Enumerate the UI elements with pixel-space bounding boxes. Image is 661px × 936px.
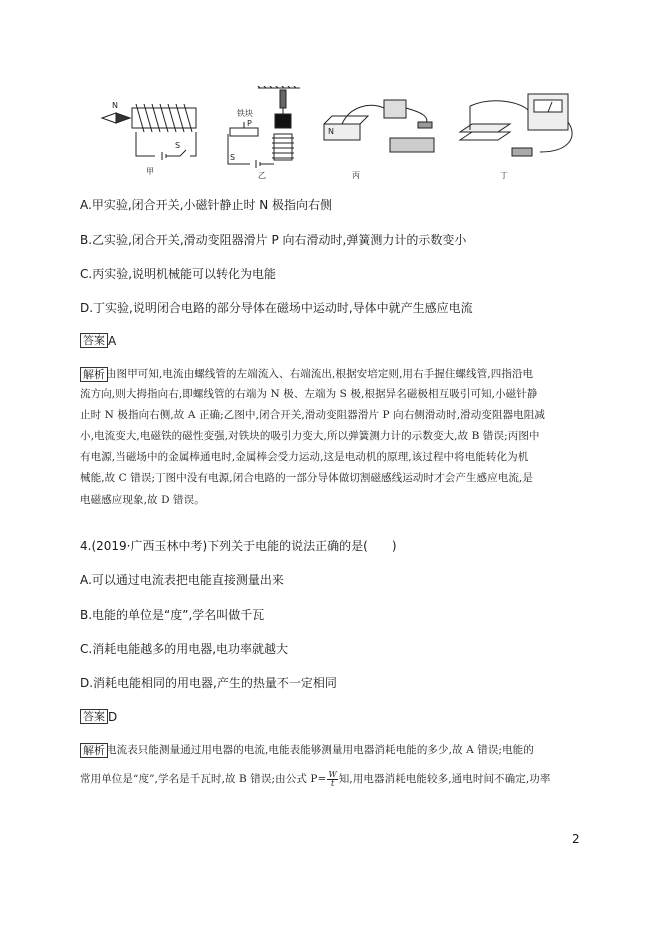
q3-analysis-line-3: 止时 N 极指向右侧,故 A 正确;乙图中,闭合开关,滑动变阻器滑片 P 向右侧滑动时,滑动变阻器电阻减 [80, 409, 545, 421]
q3-option-d: D.丁实验,说明闭合电路的部分导体在磁场中运动时,导体中就产生感应电流 [80, 301, 473, 315]
q4-analysis-tag: 解析 [80, 743, 108, 758]
iron-block [275, 114, 291, 128]
q4-option-c: C.消耗电能越多的用电器,电功率就越大 [80, 642, 289, 656]
circuit-jia [136, 132, 196, 160]
figure-ding [460, 94, 572, 156]
q4-answer-tag: 答案 [80, 709, 108, 724]
switch-ding [512, 148, 532, 156]
q3-analysis-line-2: 流方向,则大拇指向右,即螺线管的右端为 N 极、左端为 S 极,根据异名磁极相互吸引可知,小磁针静 [80, 388, 538, 400]
q3-analysis-line-6: 械能,故 C 错误;丁图中没有电源,闭合电路的一部分导体做切割磁感线运动时才会产生感应电流,是 [80, 472, 533, 484]
figure-yi [228, 86, 300, 168]
q4-stem: 4.(2019·广西玉林中考)下列关于电能的说法正确的是( ) [80, 539, 397, 553]
q4-option-d: D.消耗电能相同的用电器,产生的热量不一定相同 [80, 676, 337, 690]
q3-analysis-line-4: 小,电流变大,电磁铁的磁性变强,对铁块的吸引力变大,所以弹簧测力计的示数变大,故 B 错误;丙图中 [80, 430, 540, 442]
label-iron-block: 铁块 [237, 109, 253, 118]
q3-option-a: A.甲实验,闭合开关,小磁针静止时 N 极指向右侧 [80, 198, 333, 212]
fraction-numerator: W [328, 770, 337, 779]
label-s-jia: S [175, 141, 181, 150]
q4-option-b: B.电能的单位是“度”,学名叫做千瓦 [80, 608, 265, 622]
compass-needle-left [102, 113, 116, 123]
label-bing: 丙 [352, 171, 360, 180]
compass-needle-right [116, 113, 130, 123]
figure-jia [102, 104, 196, 160]
q3-analysis-line-1: 由图甲可知,电流由螺线管的左端流入、右端流出,根据安培定则,用右手握住螺线管,四指沿电 [106, 368, 534, 380]
q3-option-b: B.乙实验,闭合开关,滑动变阻器滑片 P 向右滑动时,弹簧测力计的示数变小 [80, 233, 467, 247]
formula-fraction [327, 771, 337, 788]
q3-answer-value: A [108, 334, 117, 348]
q4-analysis-line-2-pre: 常用单位是“度”,学名是千瓦时,故 B 错误;由公式 P= [80, 773, 327, 785]
q4-analysis-line-1: 电流表只能测量通过用电器的电流,电能表能够测量用电器消耗电能的多少,故 A 错误;电能的 [106, 744, 534, 756]
q3-analysis-tag: 解析 [80, 367, 108, 382]
q4-option-a: A.可以通过电流表把电能直接测量出来 [80, 573, 284, 587]
q3-answer-tag: 答案 [80, 333, 108, 348]
magnet-ding [460, 124, 510, 132]
experiment-figures [100, 86, 580, 182]
rails-ding [460, 132, 510, 140]
label-ding: 丁 [500, 171, 508, 180]
q4-analysis-line-2 [80, 771, 551, 788]
label-jia: 甲 [146, 167, 154, 176]
label-n-bing: N [328, 127, 334, 136]
spring-scale [280, 90, 286, 108]
label-yi: 乙 [258, 171, 266, 180]
rheostat [230, 128, 258, 136]
q3-analysis-line-5: 有电源,当磁场中的金属棒通电时,金属棒会受力运动,这是电动机的原理,该过程中将电能转化为机 [80, 451, 529, 463]
fraction-denominator: t [330, 779, 335, 788]
page-number: 2 [572, 832, 580, 846]
circuit-yi [228, 134, 274, 168]
switch-bing [418, 122, 432, 128]
q3-analysis-line-7: 电磁感应现象,故 D 错误。 [80, 494, 205, 506]
rails [390, 138, 434, 152]
figures-svg [100, 86, 580, 182]
figure-bing [324, 100, 434, 152]
label-p: P [247, 119, 252, 128]
label-s-yi: S [230, 153, 236, 162]
q4-answer-value: D [108, 710, 118, 724]
label-n-jia: N [112, 101, 118, 110]
battery [384, 100, 406, 118]
q4-analysis-line-2-post: 知,用电器消耗电能较多,通电时间不确定,功率 [338, 773, 551, 785]
q3-option-c: C.丙实验,说明机械能可以转化为电能 [80, 267, 277, 281]
